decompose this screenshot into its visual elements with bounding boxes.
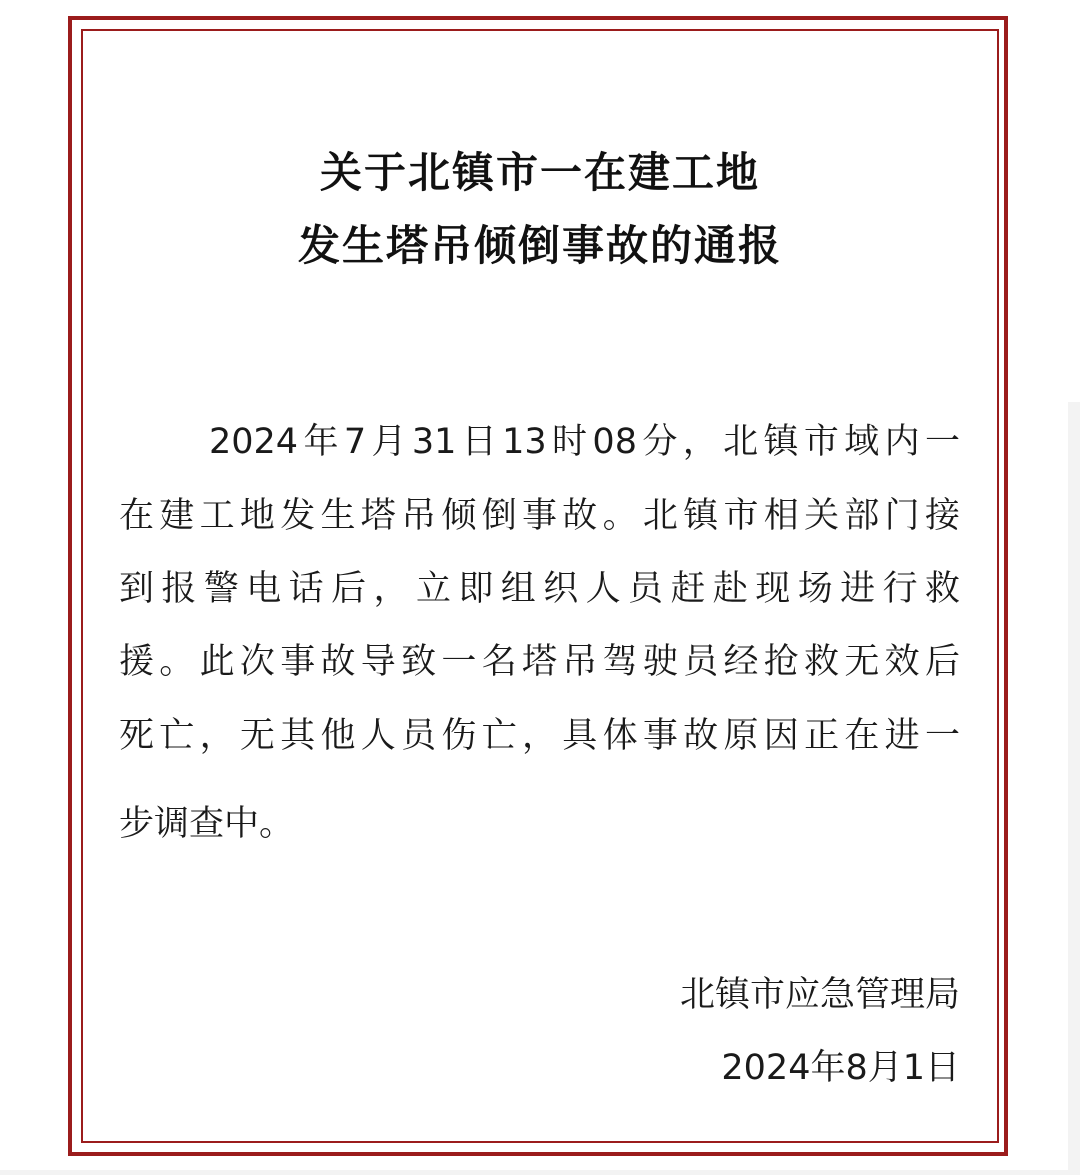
page-scroll-edge xyxy=(1068,402,1080,1175)
notice-body-line-3: 到报警电话后，立即组织人员赶赴现场进行救 xyxy=(119,569,960,609)
notice-title-line-2: 发生塔吊倾倒事故的通报 xyxy=(297,221,782,270)
notice-body-line-5: 死亡，无其他人员伤亡，具体事故原因正在进一 xyxy=(119,716,960,756)
notice-title-line-1: 关于北镇市一在建工地 xyxy=(319,148,760,197)
notice-body-line-1: 2024年7月31日13时08分，北镇市域内一 xyxy=(209,422,960,462)
notice-body-line-6: 步调查中。 xyxy=(119,804,295,844)
notice-body-line-2: 在建工地发生塔吊倾倒事故。北镇市相关部门接 xyxy=(119,496,960,536)
notice-issuer: 北镇市应急管理局 xyxy=(679,975,960,1015)
notice-date: 2024年8月1日 xyxy=(721,1048,960,1088)
notice-body-line-4: 援。此次事故导致一名塔吊驾驶员经抢救无效后 xyxy=(119,642,960,682)
page-bottom-strip xyxy=(0,1170,1080,1175)
